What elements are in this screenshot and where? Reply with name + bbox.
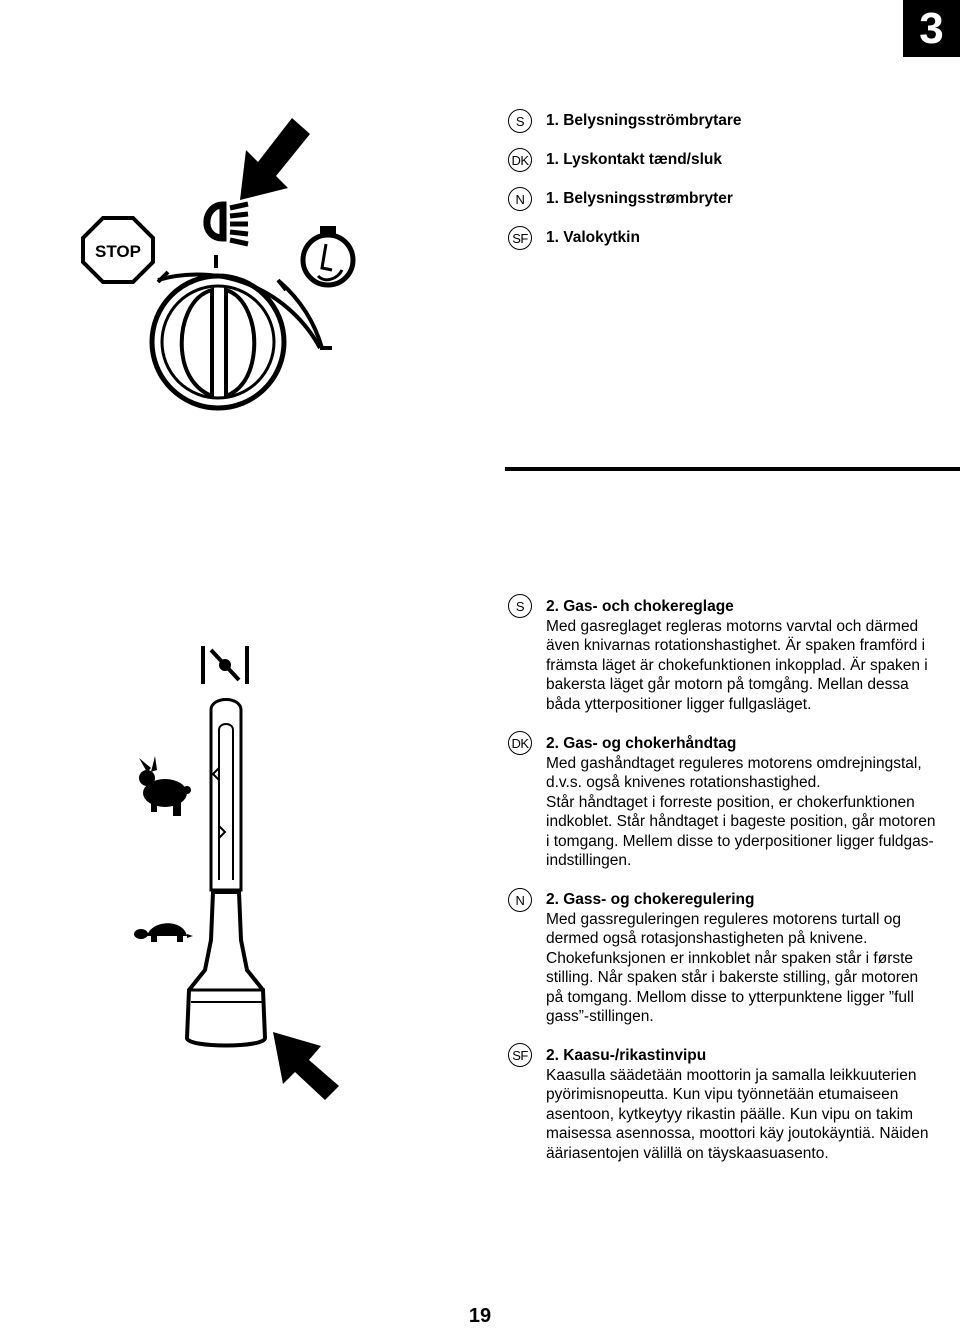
throttle-illustration — [125, 640, 345, 1100]
throttle-slot — [211, 700, 241, 891]
block-line: ääriasentojen välillä on täyskaasuasento. — [546, 1144, 829, 1162]
stop-octagon-icon — [83, 218, 153, 282]
page-number: 19 — [468, 1305, 492, 1327]
block-title: 2. Gas- og chokerhåndtag — [546, 735, 737, 752]
block-line: båda ytterpositioner ligger fullgasläget. — [546, 695, 812, 713]
block-title: 2. Kaasu-/rikastinvipu — [546, 1047, 707, 1064]
block-title: 2. Gas- och chokereglage — [546, 598, 734, 615]
description-block — [546, 734, 956, 871]
item-label: 1. Belysningsstrømbryter — [546, 190, 733, 207]
lang-badge: DK — [508, 148, 532, 172]
block-line: maisessa asennossa, moottori käy joutokäyntiä. Näiden — [546, 1125, 929, 1142]
description-block — [546, 890, 956, 1027]
item-label: 1. Lyskontakt tænd/sluk — [546, 151, 722, 168]
lang-badge: SF — [508, 1043, 532, 1067]
choke-icon — [203, 646, 247, 684]
ignition-illustration — [70, 110, 370, 440]
list-item — [508, 148, 722, 172]
block-line: indstillingen. — [546, 852, 632, 869]
block-line: asentoon, kytkeytyy rikastin päälle. Kun vipu on takim — [546, 1105, 914, 1123]
block-line: Med gassreguleringen reguleres motorens turtall og — [546, 910, 901, 928]
list-item — [508, 187, 733, 211]
stop-label: STOP — [95, 242, 141, 261]
block-line: pyörimisnopeutta. Kun vipu työnnetään etumaiseen — [546, 1086, 899, 1103]
block-line: Kaasulla säädetään moottorin ja samalla leikkuuterien — [546, 1066, 917, 1084]
list-item — [508, 226, 640, 250]
block-line: i tomgang. Mellem disse to yderpositioner ligger fuldgas- — [546, 832, 934, 850]
lang-badge: S — [508, 109, 532, 133]
chapter-tab: 3 — [903, 0, 960, 57]
block-line: stilling. Når spaken står i bakerste stilling, går motoren — [546, 969, 919, 986]
description-block — [546, 597, 956, 714]
pointer-arrow-icon — [273, 1032, 339, 1100]
glow-plug-icon — [303, 226, 353, 285]
lang-badge: N — [508, 187, 532, 211]
throttle-lever-icon — [187, 892, 265, 1046]
tortoise-slow-icon — [134, 923, 193, 942]
block-line: dermed også rotasjonshastigheten på knivene. — [546, 930, 868, 947]
lang-badge: SF — [508, 226, 532, 250]
hare-fast-icon — [139, 756, 191, 816]
block-line: indkoblet. Står håndtaget i bageste position, går motoren — [546, 813, 936, 830]
pointer-arrow-icon — [240, 118, 310, 200]
block-line: även knivarnas rotationshastighet. Är spaken framförd i — [546, 637, 926, 654]
list-item — [508, 109, 742, 133]
block-line: d.v.s. også knivenes rotationshastighed. — [546, 774, 821, 791]
item-label: 1. Belysningsströmbrytare — [546, 112, 742, 129]
block-line: gass”-stillingen. — [546, 1008, 654, 1025]
description-block — [546, 1046, 956, 1163]
block-line: bakersta läget går motorn på tomgång. Mellan dessa — [546, 676, 909, 693]
block-line: Med gasreglaget regleras motorns varvtal och därmed — [546, 617, 919, 635]
section-divider — [505, 467, 960, 471]
lang-badge: S — [508, 594, 532, 618]
block-line: Med gashåndtaget reguleres motorens omdrejningstal, — [546, 754, 922, 772]
block-line: Står håndtaget i forreste position, er chokerfunktionen — [546, 793, 915, 811]
ignition-knob-icon — [152, 276, 284, 408]
item-label: 1. Valokytkin — [546, 229, 640, 246]
lang-badge: N — [508, 888, 532, 912]
block-line: främsta läget är chokefunktionen inkopplad. Är spaken i — [546, 656, 928, 674]
lang-badge: DK — [508, 731, 532, 755]
headlight-icon — [207, 204, 248, 244]
block-line: Chokefunksjonen er innkoblet når spaken står i første — [546, 949, 914, 967]
block-line: på tomgang. Mellom disse to ytterpunktene ligger ”full — [546, 988, 914, 1006]
block-title: 2. Gass- og chokeregulering — [546, 891, 755, 908]
